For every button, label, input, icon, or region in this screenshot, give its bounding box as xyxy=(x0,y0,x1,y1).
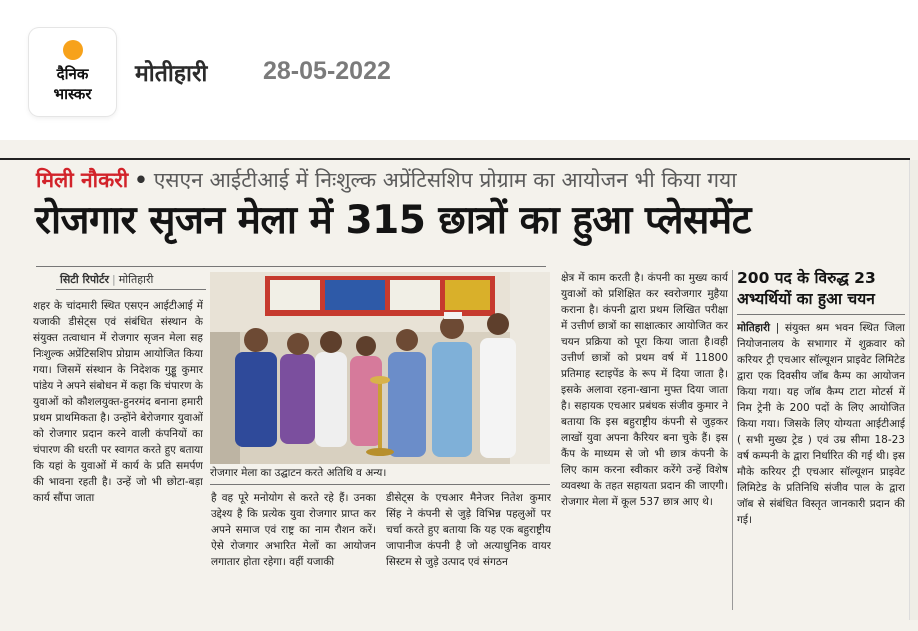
byline xyxy=(60,272,153,287)
edition-city: मोतीहारी xyxy=(135,61,208,87)
article-column-1 xyxy=(33,298,203,608)
column-1-text: शहर के चांदमारी स्थित एसएन आईटीआई में यजाकी डीसेट्स एवं संबंधित संस्थान के संयुक्त तत्वाधान में रोजगार सृजन मेला सह निःशुल्क अप्रेंटिसशिप प्रोग्राम आयोजित किया गया। जिसमें संस्थान के निदेशक गुड्डू कुमार पांडेय ने अपने संबोधन में कहा कि चंपारण के युवाओं को कौशलयुक्त-हुनरमंद बनाना हमारी प्रथम प्राथमिकता है। उन्होंने बेरोजगार युवाओं को रोजगार प्रदान करने वाली कंपनियों का चंपारण की धरती पर स्वागत करते हुए बताया कि यहां के युवाओं में कार्य के प्रति समर्पण की भावना रहती है। उन्हें जो भी छोटा-बड़ा कार्य सौंपा जाता xyxy=(33,300,203,504)
column-divider xyxy=(732,270,733,610)
adjacent-page-edge xyxy=(909,160,918,620)
byline-separator: | xyxy=(112,273,116,286)
sidebar-headline: 200 पद के विरुद्ध 23 अभ्यर्थियों का हुआ चयन xyxy=(737,269,876,308)
kicker xyxy=(36,166,737,194)
logo-line-2: भास्कर xyxy=(53,85,92,103)
photo-caption: रोजगार मेला का उद्घाटन करते अतिथि व अन्य। xyxy=(210,467,387,479)
article-column-3 xyxy=(386,490,551,608)
dainik-bhaskar-logo xyxy=(29,28,116,116)
column-4-text: क्षेत्र में काम करती है। कंपनी का मुख्य कार्य युवाओं को प्रशिक्षित कर स्वरोजगार मुहैया कराना है। कंपनी द्वारा प्रथम लिखित परीक्षा में उत्तीर्ण छात्रों का साक्षात्कार आयोजित कर चयन प्रक्रिया को पूरा किया जाता है।वही उत्तीर्ण छात्रों को प्रथम वर्ष में 11800 प्रतिमाह स्टाइपेंड के रूप में दिया जाता है। इसके अलावा रहना-खाना मुफ्त दिया जाता है। सहायक एचआर प्रबंधक संजीव कुमार ने बताया कि इस बहुराष्ट्रीय कंपनी से जुड़कर लाखों युवा अपना कैरियर बना चुके हैं। इस कैंप के माध्यम से जो भी छात्र कंपनी के लिए काम करना स्वीकार करेंगे उन्हें विशेष व्यवस्था के तहत सहायता प्रदान की जाएगी। रोजगार मेला में कूल 537 छात्र आए थे। xyxy=(561,272,728,508)
headline-underline xyxy=(36,266,546,267)
top-bar xyxy=(0,0,918,140)
event-photo-illustration xyxy=(210,272,550,464)
kicker-separator: • xyxy=(134,168,148,192)
event-photo xyxy=(210,272,550,464)
kicker-label: मिली नौकरी xyxy=(36,168,129,192)
sidebar-column: मोतिहारी | संयुक्त श्रम भवन स्थित जिला नियोजनालय के सभागार में शुक्रवार को करियर ट्री एचआर सॉल्यूशन प्राइवेट लिमिटेड द्वारा एक दिवसीय जॉब कैम्प का आयोजन किया गया। यह जॉब कैम्प टाटा मोटर्स में निम ट्रेनी के 200 पदों के लिए आयोजित किया गया। जिसके लिए योग्यता आईटीआई ( सभी मुख्य ट्रेड ) एवं उम्र सीमा 18-23 वर्ष कम्पनी के द्वारा निर्धारित की गई थी। इस मौके करियर ट्री एचआर सॉल्यूशन प्राइवेट लिमिटेड के प्रतिनिधि संजीव पाल के द्वारा जॉब से संबंधित विस्तृत जानकारी प्रदान की गई। xyxy=(737,322,905,526)
article-headline: रोजगार सृजन मेला में 315 छात्रों का हुआ प्लेसमेंट xyxy=(35,198,751,243)
caption-rule xyxy=(210,484,550,485)
byline-underline xyxy=(56,289,206,290)
column-3-text: डीसेट्स के एचआर मैनेजर नितेश कुमार सिंह ने कंपनी से जुड़े विभिन्न पहलुओं पर चर्चा करते हुए बताया कि यह एक बहुराष्ट्रीय जापानीज कंपनी है जो अत्याधुनिक वायर सिस्टम से जुड़े उत्पाद एवं संगठन xyxy=(386,492,551,568)
edition-date: 28-05-2022 xyxy=(263,57,391,85)
article-column-2 xyxy=(211,490,376,608)
column-2-text: है वह पूरे मनोयोग से करते रहे हैं। उनका उद्देश्य है कि प्रत्येक युवा रोजगार प्राप्त कर अपने समाज एवं राष्ट्र का नाम रौशन करें। ऐसे रोजगार अभारित मेलों का आयोजन लगातार होता रहेगा। वहीं यजाकी xyxy=(211,492,376,568)
sidebar-body: संयुक्त श्रम भवन स्थित जिला नियोजनालय के सभागार में शुक्रवार को करियर ट्री एचआर सॉल्यूशन प्राइवेट लिमिटेड द्वारा एक दिवसीय जॉब कैम्प का आयोजन किया गया। यह जॉब कैम्प टाटा मोटर्स में निम ट्रेनी के 200 पदों के लिए आयोजित किया गया। जिसके लिए योग्यता आईटीआई ( सभी मुख्य ट्रेड ) एवं उम्र सीमा 18-23 वर्ष कम्पनी के द्वारा निर्धारित की गई थी। इस मौके करियर ट्री एचआर सॉल्यूशन प्राइवेट लिमिटेड के प्रतिनिधि संजीव पाल के द्वारा जॉब से संबंधित विस्तृत जानकारी प्रदान की गई। xyxy=(737,322,905,526)
sidebar-place: मोतिहारी xyxy=(737,322,771,334)
sun-icon xyxy=(63,40,83,60)
article-column-4 xyxy=(561,270,728,608)
kicker-text: एसएन आईटीआई में निःशुल्क अप्रेंटिसशिप प्रोग्राम का आयोजन भी किया गया xyxy=(153,168,737,192)
byline-place: मोतिहारी xyxy=(118,273,154,286)
logo-line-1: दैनिक xyxy=(56,65,89,83)
top-rule xyxy=(0,158,910,160)
byline-reporter: सिटी रिपोर्टर xyxy=(60,273,109,286)
sidebar-rule xyxy=(737,314,905,315)
